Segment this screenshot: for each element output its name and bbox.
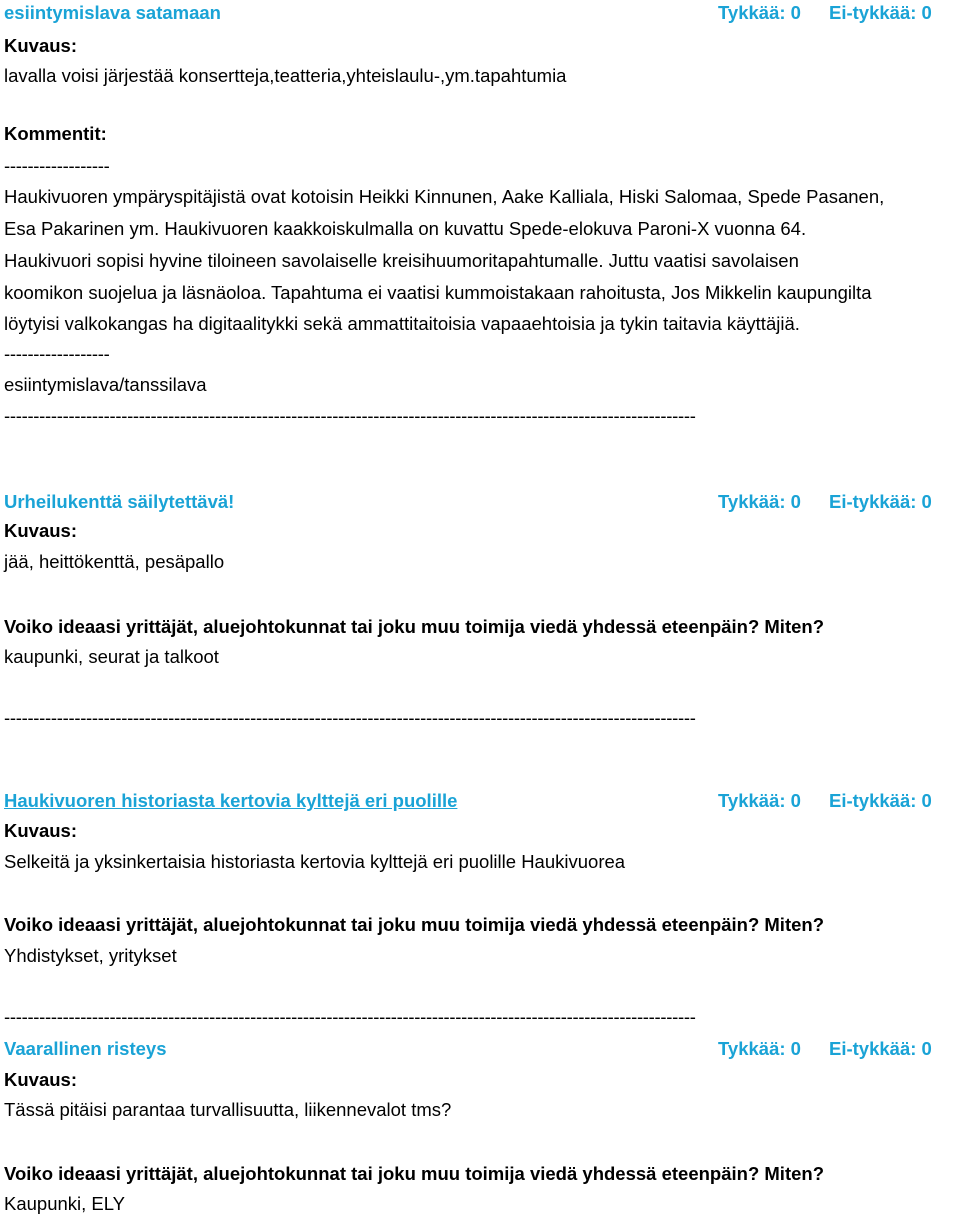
description-text: lavalla voisi järjestää konsertteja,teatteria,yhteislaulu-,ym.tapahtumia — [4, 65, 567, 86]
question-label: Voiko ideaasi yrittäjät, aluejohtokunnat tai joku muu toimija viedä yhdessä eteenpäin? Miten? — [4, 914, 824, 935]
question-label: Voiko ideaasi yrittäjät, aluejohtokunnat tai joku muu toimija viedä yhdessä eteenpäin? Miten? — [4, 616, 824, 637]
entry-title[interactable]: Urheilukenttä säilytettävä! — [4, 491, 235, 512]
entry-separator: ---------------------------------------------------------------------------------------------------------------------- — [4, 1006, 696, 1027]
question-label: Voiko ideaasi yrittäjät, aluejohtokunnat tai joku muu toimija viedä yhdessä eteenpäin? Miten? — [4, 1163, 824, 1184]
comment-line: koomikon suojelua ja läsnäoloa. Tapahtuma ei vaatisi kummoistakaan rahoitusta, Jos Mikkelin kaupungilta — [4, 282, 872, 303]
answer-text: Kaupunki, ELY — [4, 1193, 126, 1214]
description-label: Kuvaus: — [4, 35, 77, 56]
entry-separator: ---------------------------------------------------------------------------------------------------------------------- — [4, 707, 696, 728]
description-label: Kuvaus: — [4, 820, 77, 841]
description-label: Kuvaus: — [4, 520, 77, 541]
like-count[interactable]: Tykkää: 0 — [718, 1038, 801, 1059]
comment-line: Haukivuoren ympäryspitäjistä ovat kotoisin Heikki Kinnunen, Aake Kalliala, Hiski Salomaa, Spede Pasanen, — [4, 186, 885, 207]
like-count[interactable]: Tykkää: 0 — [718, 491, 801, 512]
like-count[interactable]: Tykkää: 0 — [718, 2, 801, 23]
entry-separator: ---------------------------------------------------------------------------------------------------------------------- — [4, 405, 696, 426]
description-label: Kuvaus: — [4, 1069, 77, 1090]
comments-label: Kommentit: — [4, 123, 107, 144]
dislike-count[interactable]: Ei-tykkää: 0 — [829, 790, 932, 811]
dislike-count[interactable]: Ei-tykkää: 0 — [829, 1038, 932, 1059]
description-text: jää, heittökenttä, pesäpallo — [4, 551, 225, 572]
dislike-count[interactable]: Ei-tykkää: 0 — [829, 491, 932, 512]
entry-title[interactable]: Haukivuoren historiasta kertovia kylttejä eri puolille — [4, 790, 458, 811]
entry-title[interactable]: Vaarallinen risteys — [4, 1038, 167, 1059]
answer-text: Yhdistykset, yritykset — [4, 945, 177, 966]
answer-text: kaupunki, seurat ja talkoot — [4, 646, 219, 667]
dislike-count[interactable]: Ei-tykkää: 0 — [829, 2, 932, 23]
comment-separator: ------------------ — [4, 343, 110, 364]
description-text: Tässä pitäisi parantaa turvallisuutta, liikennevalot tms? — [4, 1099, 452, 1120]
comment-separator: ------------------ — [4, 155, 110, 176]
comment-line: Haukivuori sopisi hyvine tiloineen savolaiselle kreisihuumoritapahtumalle. Juttu vaatisi savolaisen — [4, 250, 799, 271]
entry-title[interactable]: esiintymislava satamaan — [4, 2, 221, 23]
comment-line: Esa Pakarinen ym. Haukivuoren kaakkoiskulmalla on kuvattu Spede-elokuva Paroni-X vuonna 64. — [4, 218, 807, 239]
description-text: Selkeitä ja yksinkertaisia historiasta kertovia kylttejä eri puolille Haukivuorea — [4, 851, 626, 872]
comment-line: esiintymislava/tanssilava — [4, 374, 207, 395]
comment-line: löytyisi valkokangas ha digitaalitykki sekä ammattitaitoisia vapaaehtoisia ja tykin taitavia käyttäjiä. — [4, 313, 800, 334]
like-count[interactable]: Tykkää: 0 — [718, 790, 801, 811]
